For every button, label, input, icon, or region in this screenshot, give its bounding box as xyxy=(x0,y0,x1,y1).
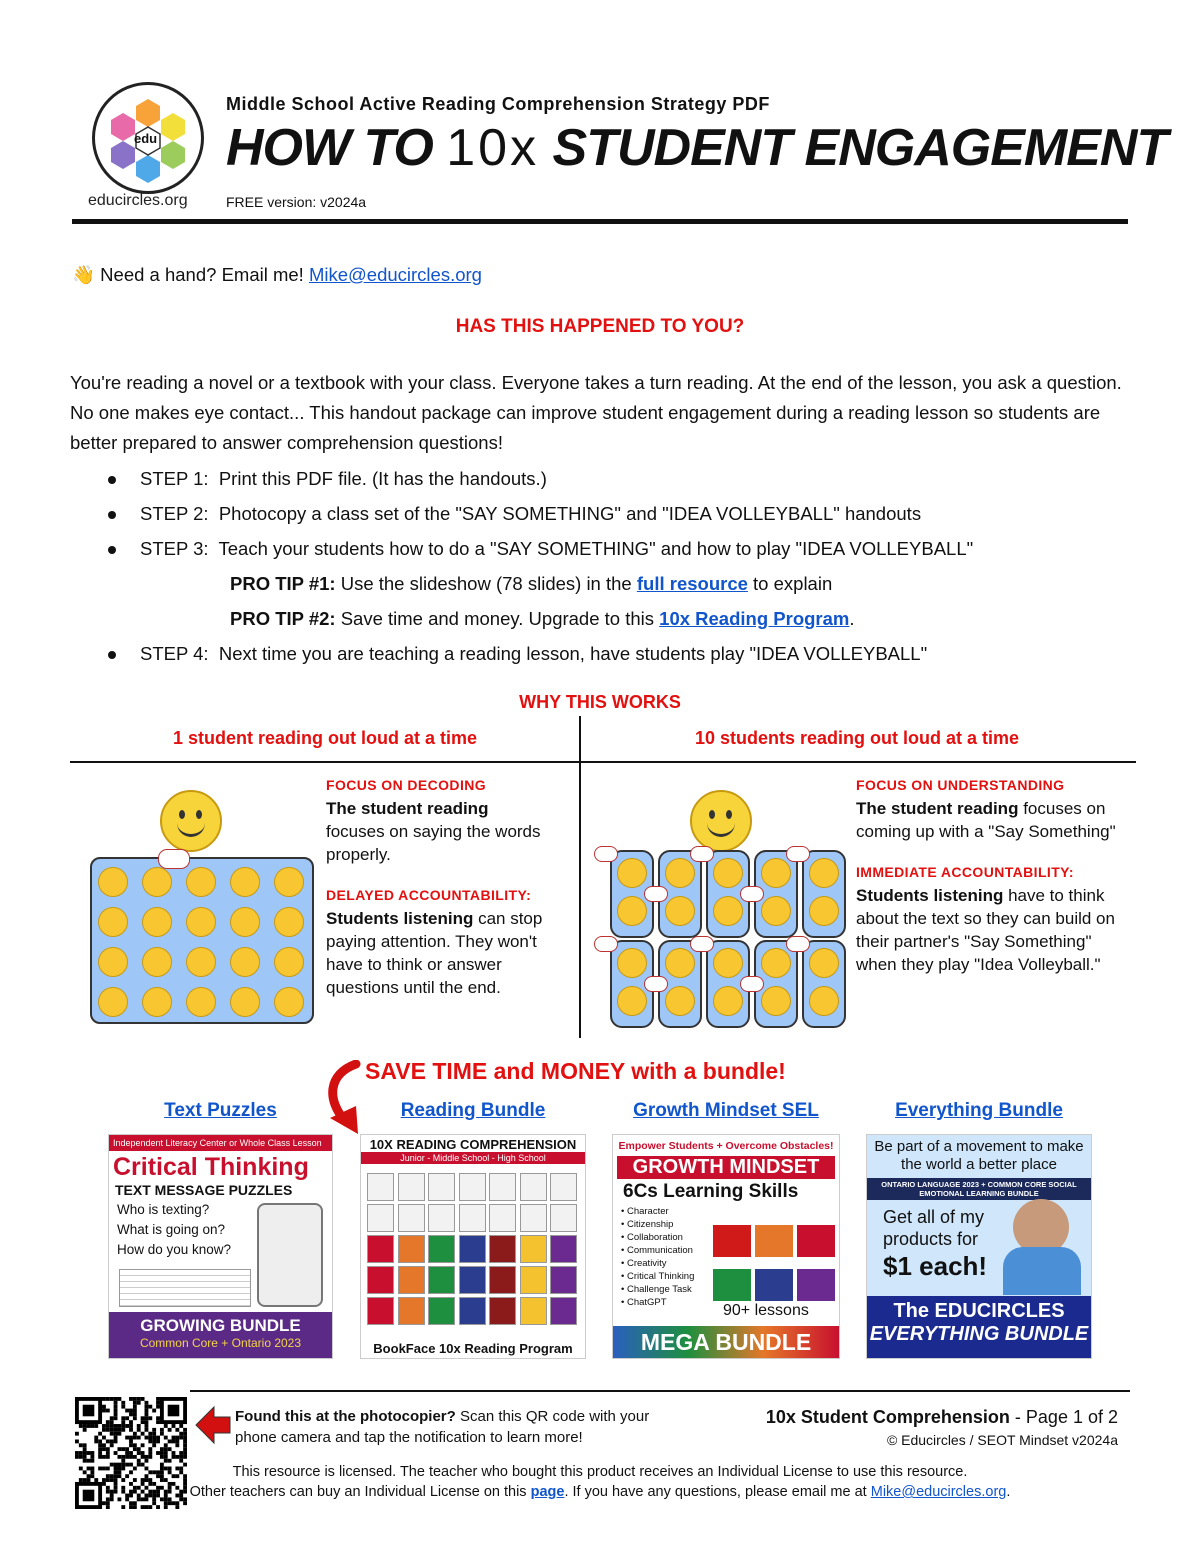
student-face-icon xyxy=(713,858,743,888)
student-face-icon xyxy=(230,867,260,897)
wave-icon: 👋 xyxy=(72,264,96,285)
accountability-bold: Students listening xyxy=(856,886,1004,905)
student-face-icon xyxy=(142,907,172,937)
accountability-text: have to think about the text so they can build on their partner's "Say Something" when they play "Idea Volleyball." xyxy=(856,886,1115,974)
phone-icon xyxy=(257,1203,323,1307)
logo-site-text: educircles.org xyxy=(88,192,188,209)
lesson-thumb xyxy=(459,1204,486,1232)
student-face-icon xyxy=(761,986,791,1016)
step-label: STEP 4: xyxy=(140,643,209,664)
student-face-icon xyxy=(98,907,128,937)
help-text: Need a hand? Email me! xyxy=(95,264,309,285)
student-face-icon xyxy=(617,948,647,978)
student-face-icon xyxy=(761,948,791,978)
lesson-thumb xyxy=(520,1173,547,1201)
thumb xyxy=(755,1225,793,1257)
student-face-icon xyxy=(230,947,260,977)
why-heading: WHY THIS WORKS xyxy=(519,692,681,712)
card-sub: TEXT MESSAGE PUZZLES xyxy=(115,1182,293,1198)
lesson-thumb xyxy=(520,1266,547,1294)
pro-tip-1 xyxy=(230,573,832,595)
document-title xyxy=(226,118,1167,178)
lesson-thumb xyxy=(489,1266,516,1294)
title-part-1: HOW TO xyxy=(226,119,447,177)
step-text: Photocopy a class set of the "SAY SOMETHING" and "IDEA VOLLEYBALL" handouts xyxy=(218,503,922,524)
header-divider xyxy=(72,219,1128,224)
help-line xyxy=(72,260,482,290)
step-4 xyxy=(108,643,927,665)
student-face-icon xyxy=(186,947,216,977)
step-text: Next time you are teaching a reading lesson, have students play "IDEA VOLLEYBALL" xyxy=(218,643,928,664)
student-face-icon xyxy=(713,896,743,926)
speech-bubble-icon xyxy=(740,886,764,902)
footer-divider xyxy=(190,1390,1130,1392)
logo-center-text: edu xyxy=(134,131,158,146)
question-heading: HAS THIS HAPPENED TO YOU? xyxy=(455,316,745,337)
save-banner: SAVE TIME and MONEY with a bundle! xyxy=(365,1058,786,1084)
lesson-thumb xyxy=(489,1235,516,1263)
lesson-thumb xyxy=(550,1204,577,1232)
student-face-icon xyxy=(809,858,839,888)
student-face-icon xyxy=(809,986,839,1016)
focus-tag: FOCUS ON DECODING xyxy=(326,777,487,793)
column-divider xyxy=(579,716,581,1038)
bullet-icon xyxy=(108,476,116,484)
card-top: 10X READING COMPREHENSION xyxy=(369,1137,577,1152)
step-2 xyxy=(108,503,921,525)
educircles-logo xyxy=(92,82,204,194)
lesson-thumb xyxy=(459,1266,486,1294)
lesson-thumb xyxy=(520,1204,547,1232)
student-face-icon xyxy=(617,896,647,926)
card-footer xyxy=(109,1312,332,1358)
version-label: FREE version: v2024a xyxy=(226,194,367,210)
student-face-icon xyxy=(274,907,304,937)
step-label: STEP 1: xyxy=(140,468,209,489)
student-face-icon xyxy=(617,986,647,1016)
full-resource-link[interactable]: full resource xyxy=(636,573,748,594)
thumb xyxy=(797,1225,835,1257)
page-label xyxy=(698,1407,1118,1428)
help-email-link[interactable]: Mike@educircles.org xyxy=(308,264,482,285)
bullet-icon xyxy=(108,651,116,659)
student-face-icon xyxy=(617,858,647,888)
lesson-thumb xyxy=(459,1173,486,1201)
lesson-thumb xyxy=(398,1204,425,1232)
focus-bold: The student reading xyxy=(326,799,489,818)
speech-bubble-icon xyxy=(690,936,714,952)
lesson-thumb xyxy=(367,1266,394,1294)
left-explanation xyxy=(326,774,571,999)
card-line: • Critical Thinking xyxy=(621,1271,695,1282)
step-text: Print this PDF file. (It has the handouts.) xyxy=(218,468,547,489)
right-explanation xyxy=(856,774,1126,976)
lesson-thumb xyxy=(398,1173,425,1201)
card-top: Be part of a movement to make the world a better place xyxy=(874,1138,1084,1173)
copyright: © Educircles / SEOT Mindset v2024a xyxy=(886,1432,1118,1448)
license-email-link[interactable]: Mike@educircles.org xyxy=(870,1484,1007,1500)
lesson-thumb xyxy=(367,1204,394,1232)
lesson-thumb xyxy=(520,1235,547,1263)
tip-after: . xyxy=(849,608,855,629)
student-face-icon xyxy=(713,986,743,1016)
card-footer: MEGA BUNDLE xyxy=(613,1326,839,1358)
student-face-icon xyxy=(665,858,695,888)
card-sub: Junior - Middle School - High School xyxy=(361,1152,585,1164)
student-faces xyxy=(90,857,314,1024)
card-foot-2: Common Core + Ontario 2023 xyxy=(139,1336,302,1350)
lesson-thumb xyxy=(550,1173,577,1201)
lesson-thumb xyxy=(520,1297,547,1325)
lesson-thumb xyxy=(367,1173,394,1201)
license-text-c: . xyxy=(1006,1484,1011,1500)
bundle-link-text-puzzles[interactable]: Text Puzzles xyxy=(164,1100,277,1121)
bullet-icon xyxy=(108,546,116,554)
lesson-thumb xyxy=(367,1297,394,1325)
bundle-card-reading[interactable] xyxy=(360,1134,586,1359)
lesson-thumb xyxy=(550,1297,577,1325)
card-line: products for xyxy=(883,1229,979,1249)
right-column-heading: 10 students reading out loud at a time xyxy=(694,728,1020,748)
speech-bubble-icon xyxy=(644,886,668,902)
card-line: • Creativity xyxy=(621,1258,667,1269)
focus-bold: The student reading xyxy=(856,799,1019,818)
student-face-icon xyxy=(98,987,128,1017)
thumb xyxy=(797,1269,835,1301)
card-line: What is going on? xyxy=(117,1222,226,1237)
intro-paragraph: You're reading a novel or a textbook with your class. Everyone takes a turn reading. At the end of the lesson, you ask a question. No one makes eye contact... This handout package can improve student engagement during a reading lesson so students are better prepared to answer comprehension questions! xyxy=(70,372,1122,453)
bundle-card-everything[interactable] xyxy=(866,1134,1092,1359)
qr-instructions xyxy=(235,1406,675,1448)
tip-text: Save time and money. Upgrade to this xyxy=(335,608,660,629)
tip-after: to explain xyxy=(747,573,833,594)
student-face-icon xyxy=(665,896,695,926)
card-foot-2: EVERYTHING BUNDLE xyxy=(869,1323,1089,1345)
student-face-icon xyxy=(186,907,216,937)
lesson-thumb xyxy=(398,1235,425,1263)
bundle-link-reading[interactable]: Reading Bundle xyxy=(400,1100,546,1121)
curved-arrow-icon xyxy=(318,1060,368,1138)
card-line: Who is texting? xyxy=(117,1202,210,1217)
left-column-heading: 1 student reading out loud at a time xyxy=(172,728,478,748)
bundle-link-everything[interactable]: Everything Bundle xyxy=(895,1100,1063,1121)
student-face-icon xyxy=(761,896,791,926)
card-footer xyxy=(867,1296,1091,1358)
pro-tip-2 xyxy=(230,608,855,630)
lesson-thumb xyxy=(428,1173,455,1201)
lesson-thumb xyxy=(489,1204,516,1232)
student-face-icon xyxy=(98,947,128,977)
card-big: Critical Thinking xyxy=(113,1153,309,1181)
card-footer: BookFace 10x Reading Program xyxy=(373,1341,573,1356)
license-text-a: Other teachers can buy an Individual License on this xyxy=(189,1484,531,1500)
accountability-tag: DELAYED ACCOUNTABILITY: xyxy=(326,887,532,903)
card-line: • Challenge Task xyxy=(621,1284,692,1295)
student-face-icon xyxy=(142,987,172,1017)
page-title: 10x Student Comprehension xyxy=(765,1407,1010,1427)
student-face-icon xyxy=(230,907,260,937)
reading-program-link[interactable]: 10x Reading Program xyxy=(659,608,850,629)
speech-bubble-icon xyxy=(786,936,810,952)
speech-bubble-icon xyxy=(594,936,618,952)
student-face-icon xyxy=(809,948,839,978)
focus-text: focuses on coming up with a "Say Something" xyxy=(856,799,1116,841)
card-sub: 6Cs Learning Skills xyxy=(623,1181,799,1202)
step-label: STEP 3: xyxy=(140,538,209,559)
accountability-tag: IMMEDIATE ACCOUNTABILITY: xyxy=(856,864,1074,880)
student-face-icon xyxy=(142,867,172,897)
qr-instructions-text: Scan this QR code with your phone camera and tap the notification to learn more! xyxy=(235,1408,650,1446)
lesson-thumb xyxy=(489,1173,516,1201)
lesson-thumb xyxy=(367,1235,394,1263)
student-face-icon xyxy=(274,947,304,977)
student-face-icon xyxy=(761,858,791,888)
thumb xyxy=(755,1269,793,1301)
lesson-thumb xyxy=(428,1297,455,1325)
card-line: • Citizenship xyxy=(621,1219,674,1230)
student-face-icon xyxy=(274,987,304,1017)
card-sub: ONTARIO LANGUAGE 2023 + COMMON CORE SOCIAL EMOTIONAL LEARNING BUNDLE xyxy=(867,1178,1091,1200)
focus-text: focuses on saying the words properly. xyxy=(326,822,541,864)
worksheet-thumbnail xyxy=(119,1269,251,1307)
step-1 xyxy=(108,468,547,490)
partner-pairs-illustration xyxy=(610,850,850,1025)
thumb xyxy=(713,1269,751,1301)
card-top: Independent Literacy Center or Whole Class Lesson xyxy=(109,1135,332,1151)
lesson-thumb xyxy=(428,1204,455,1232)
lesson-thumb xyxy=(428,1266,455,1294)
card-line: • Character xyxy=(621,1206,669,1217)
page-number: - Page 1 of 2 xyxy=(1009,1407,1118,1427)
lesson-thumb xyxy=(459,1297,486,1325)
table-divider xyxy=(70,761,1136,763)
title-part-3: STUDENT ENGAGEMENT xyxy=(539,119,1168,177)
step-label: STEP 2: xyxy=(140,503,209,524)
card-big: GROWTH MINDSET xyxy=(617,1156,835,1179)
license-line-2 xyxy=(0,1482,1200,1502)
tip-text: Use the slideshow (78 slides) in the xyxy=(335,573,637,594)
reader-smiley-icon xyxy=(160,790,222,852)
license-text xyxy=(0,1462,1200,1502)
license-page-link[interactable]: page xyxy=(530,1484,565,1500)
bundle-card-growth-mindset[interactable] xyxy=(612,1134,840,1359)
lesson-thumb xyxy=(489,1297,516,1325)
bundle-link-growth-mindset[interactable]: Growth Mindset SEL xyxy=(633,1100,819,1121)
card-line: How do you know? xyxy=(117,1242,232,1257)
speech-bubble-icon xyxy=(740,976,764,992)
student-face-icon xyxy=(98,867,128,897)
step-text: Teach your students how to do a "SAY SOMETHING" and how to play "IDEA VOLLEYBALL" xyxy=(218,538,974,559)
lesson-count: 90+ lessons xyxy=(723,1302,809,1319)
student-face-icon xyxy=(186,987,216,1017)
focus-tag: FOCUS ON UNDERSTANDING xyxy=(856,777,1065,793)
lesson-thumb xyxy=(398,1297,425,1325)
tip-label: PRO TIP #1: xyxy=(230,573,336,594)
accountability-bold: Students listening xyxy=(326,909,474,928)
student-face-icon xyxy=(809,896,839,926)
license-text-b: . If you have any questions, please email me at xyxy=(564,1484,871,1500)
bullet-icon xyxy=(108,511,116,519)
student-face-icon xyxy=(665,948,695,978)
reader-smiley-icon xyxy=(690,790,752,852)
card-line: • ChatGPT xyxy=(621,1297,667,1308)
lesson-thumbnails xyxy=(367,1173,581,1331)
lesson-thumb xyxy=(398,1266,425,1294)
qr-instructions-bold: Found this at the photocopier? xyxy=(235,1408,456,1425)
student-face-icon xyxy=(142,947,172,977)
tip-label: PRO TIP #2: xyxy=(230,608,336,629)
license-line-1: This resource is licensed. The teacher who bought this product receives an Individual License to use this resource. xyxy=(232,1464,968,1480)
speech-bubble-icon xyxy=(644,976,668,992)
speech-bubble-icon xyxy=(786,846,810,862)
student-face-icon xyxy=(713,948,743,978)
card-top: Empower Students + Overcome Obstacles! xyxy=(618,1140,834,1152)
card-line: $1 each! xyxy=(883,1251,988,1281)
card-line: • Communication xyxy=(621,1245,693,1256)
lesson-thumb xyxy=(428,1235,455,1263)
lesson-thumb xyxy=(550,1266,577,1294)
speech-bubble-icon xyxy=(690,846,714,862)
step-3 xyxy=(108,538,973,560)
title-part-2: 10x xyxy=(446,119,540,177)
person-body-icon xyxy=(1003,1247,1081,1295)
card-line: • Collaboration xyxy=(621,1232,683,1243)
lesson-thumb xyxy=(459,1235,486,1263)
card-foot-1: The EDUCIRCLES xyxy=(893,1300,1065,1322)
document-subtitle: Middle School Active Reading Comprehension Strategy PDF xyxy=(226,94,770,114)
student-face-icon xyxy=(230,987,260,1017)
card-foot-1: GROWING BUNDLE xyxy=(140,1316,301,1335)
lesson-thumb xyxy=(550,1235,577,1263)
student-face-icon xyxy=(186,867,216,897)
bundle-card-text-puzzles[interactable] xyxy=(108,1134,333,1359)
speech-bubble-icon xyxy=(594,846,618,862)
student-face-icon xyxy=(274,867,304,897)
thumb xyxy=(713,1225,751,1257)
accountability-text: can stop paying attention. They won't have to think or answer questions until the end. xyxy=(326,909,543,997)
student-face-icon xyxy=(665,986,695,1016)
left-arrow-icon xyxy=(194,1404,232,1446)
card-line: Get all of my xyxy=(883,1207,985,1227)
